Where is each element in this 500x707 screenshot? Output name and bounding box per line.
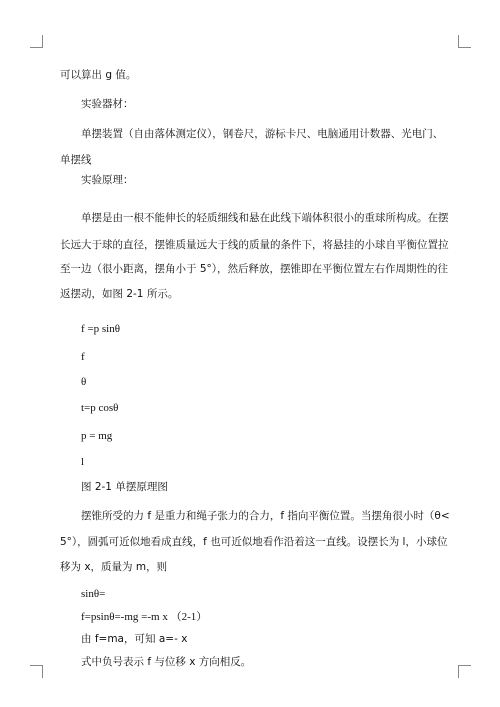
crop-mark-top-right: [458, 35, 471, 48]
text-line: 单摆线: [60, 154, 92, 166]
formula-line: f=psinθ=-mg =-m x （2-1）: [81, 611, 208, 623]
text-line: 可以算出 g 值。: [60, 69, 137, 81]
crop-mark-bottom-left: [30, 665, 43, 678]
formula-line: f: [81, 351, 85, 363]
formula-line: sinθ=: [81, 588, 106, 600]
text-line: 摆锥所受的力 f 是重力和绳子张力的合力，f 指向平衡位置。当摆角很小时（θ<: [81, 510, 450, 522]
figure-caption: 图 2-1 单摆原理图: [81, 481, 168, 493]
section-heading: 实验器材：: [81, 98, 134, 110]
text-line: 移为 x，质量为 m，则: [60, 561, 168, 573]
text-line: 返摆动，如图 2-1 所示。: [60, 288, 179, 300]
formula-line: p = mg: [81, 430, 113, 442]
text-line: 长远大于球的直径，摆锥质量远大于线的质量的条件下，将悬挂的小球自平衡位置拉: [60, 239, 449, 251]
text-line: 由 f=ma，可知 a=- x: [81, 633, 188, 645]
text-line: 单摆是由一根不能伸长的轻质细线和悬在此线下端体积很小的重球所构成。在摆: [81, 212, 449, 224]
crop-mark-top-left: [30, 35, 43, 48]
text-line: 5°），圆弧可近似地看成直线，f 也可近似地看作沿着这一直线。设摆长为 l，小球位: [60, 536, 448, 548]
formula-line: θ: [81, 376, 87, 388]
text-line: 单摆装置（自由落体测定仪），钢卷尺，游标卡尺、电脑通用计数器、光电门、: [81, 128, 444, 140]
formula-line: f =p sinθ: [81, 323, 120, 335]
crop-mark-bottom-right: [458, 665, 471, 678]
text-line: 至一边（很小距离，摆角小于 5°），然后释放，摆锥即在平衡位置左右作周期性的往: [60, 263, 449, 275]
text-line: 式中负号表示 f 与位移 x 方向相反。: [81, 656, 252, 668]
section-heading: 实验原理：: [81, 174, 134, 186]
formula-line: t=p cosθ: [81, 402, 119, 414]
formula-line: l: [81, 456, 85, 468]
